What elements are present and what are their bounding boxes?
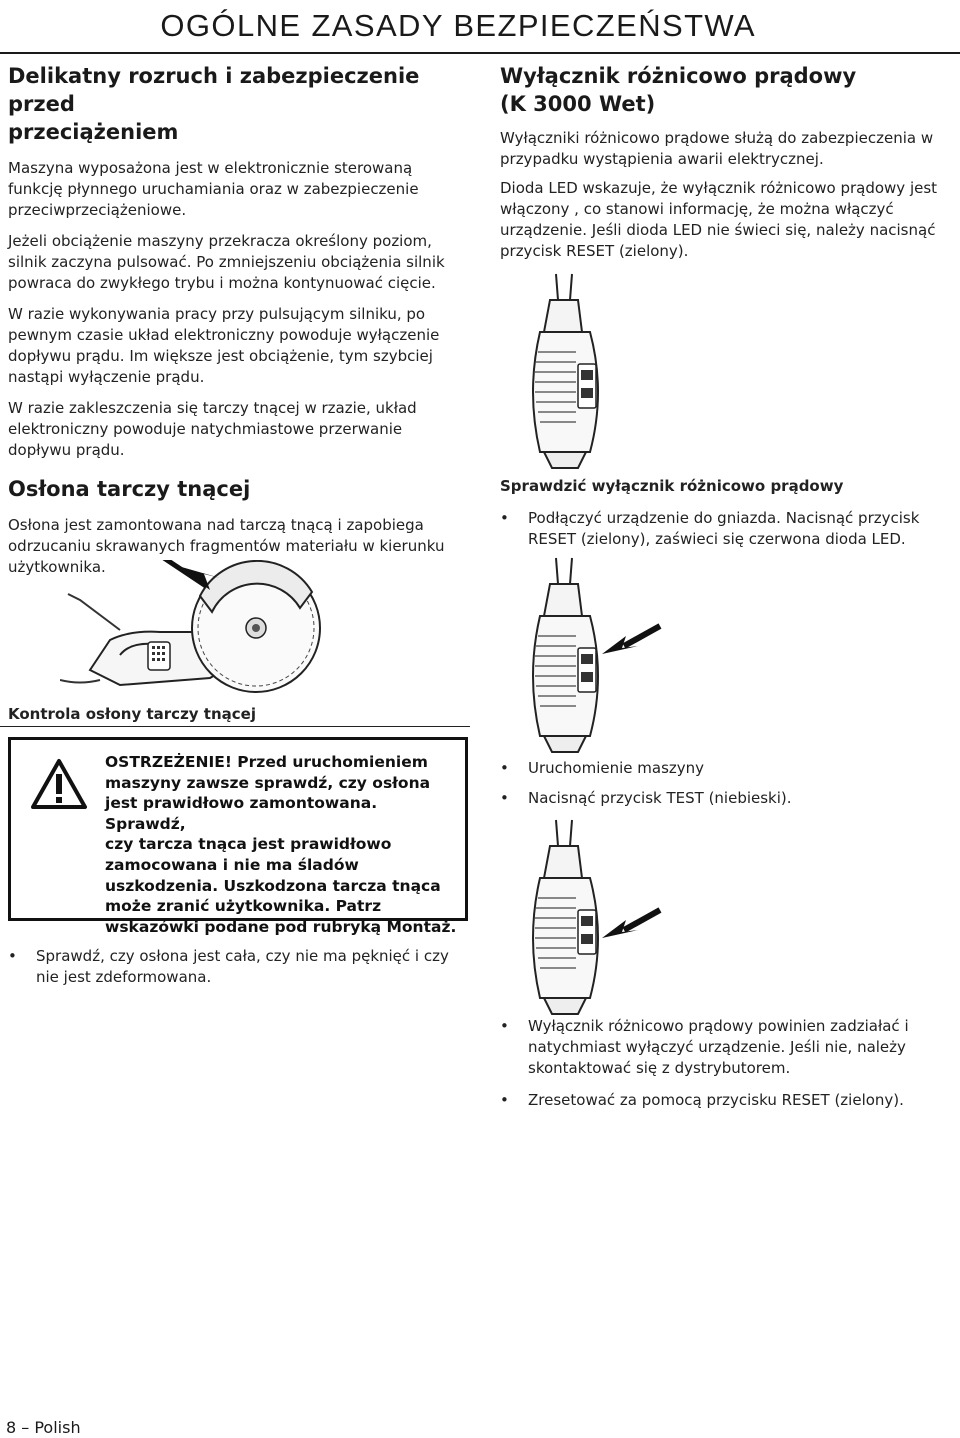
page-footer: 8 – Polish (6, 1418, 81, 1437)
list-item-start-machine: • Uruchomienie maszyny (500, 759, 705, 777)
list-item-reset: • Zresetować za pomocą przycisku RESET (zielony). (500, 1091, 904, 1109)
section-heading-soft-start: Delikatny rozruch i zabezpieczenie przed przeciążeniem (8, 64, 420, 144)
left-column (8, 62, 454, 578)
paragraph-blade-guard: Osłona jest zamontowana nad tarczą tnącą i zapobiega odrzucaniu skrawanych fragmentów materiału w kierunku użytkownika. (8, 516, 445, 576)
paragraph-blade-jam: W razie zakleszczenia się tarczy tnącej w rzazie, układ elektroniczny powoduje natychmiastowe przerwanie dopływu prądu. (8, 399, 417, 459)
warning-box (8, 737, 468, 936)
paragraph-soft-start: Maszyna wyposażona jest w elektronicznie sterowaną funkcję płynnego uruchamiania oraz w zabezpieczenie przeciwprzeciążeniowe. (8, 159, 419, 219)
cut-off-saw-illustration (60, 560, 360, 700)
rcd-device-illustration-3 (520, 818, 670, 1018)
list-item-press-test: • Nacisnąć przycisk TEST (niebieski). (500, 789, 792, 807)
header-rule (0, 52, 960, 54)
paragraph-rcd-led: Dioda LED wskazuje, że wyłącznik różnicowo prądowy jest włączony , co stanowi informację, że można włączyć urządzenie. Jeśli dioda LED nie świeci się, należy nacisnąć przycisk RESET (zielony). (500, 179, 938, 260)
list-item-check-guard: • Sprawdź, czy osłona jest cała, czy nie ma pęknięć i czy nie jest zdeformowana. (8, 947, 449, 986)
paragraph-overload-pulse: Jeżeli obciążenie maszyny przekracza określony poziom, silnik zaczyna pulsować. Po zmniejszeniu obciążenia silnik powraca do zwykłego trybu i można kontynuować cięcie. (8, 232, 445, 292)
paragraph-rcd-purpose: Wyłączniki różnicowo prądowe służą do zabezpieczenia w przypadku wystąpienia awarii elektrycznej. (500, 129, 934, 168)
caption-rule (0, 726, 470, 727)
warning-text: OSTRZEŻENIE! Przed uruchomieniem maszyny zawsze sprawdź, czy osłona jest prawidłowo zamontowana. Sprawdź, czy tarcza tnąca jest prawidłowo zamocowana i nie ma śladów uszkodzenia. Uszkodzona tarcza tnąca może zranić użytkownika. Patrz wskazówki podane pod rubryką Montaż. (105, 753, 457, 936)
page-title: OGÓLNE ZASADY BEZPIECZEŃSTWA (160, 8, 756, 43)
section-heading-rcd: Wyłącznik różnicowo prądowy (K 3000 Wet) (500, 64, 857, 116)
page-header (0, 6, 960, 54)
list-item-rcd-trip: • Wyłącznik różnicowo prądowy powinien zadziałać i natychmiast wyłączyć urządzenie. Jeśli nie, należy skontaktować się z dystrybutorem. (500, 1017, 909, 1077)
subheading-check-rcd: Sprawdzić wyłącznik różnicowo prądowy (500, 477, 844, 495)
section-heading-blade-guard: Osłona tarczy tnącej (8, 477, 251, 501)
figure-caption-blade-guard: Kontrola osłony tarczy tnącej (8, 705, 256, 723)
warning-triangle-icon (31, 758, 87, 810)
list-item-plug-reset: • Podłączyć urządzenie do gniazda. Nacisnąć przycisk RESET (zielony), zaświeci się czerwona dioda LED. (500, 509, 920, 548)
rcd-device-illustration-1 (520, 272, 630, 472)
rcd-device-illustration-2 (520, 556, 670, 756)
paragraph-power-cutoff: W razie wykonywania pracy przy pulsującym silniku, po pewnym czasie układ elektroniczny powoduje wyłączenie dopływu prądu. Im większe jest obciążenie, tym szybciej nastąpi wyłączenie prądu. (8, 305, 440, 386)
right-column (500, 62, 950, 262)
